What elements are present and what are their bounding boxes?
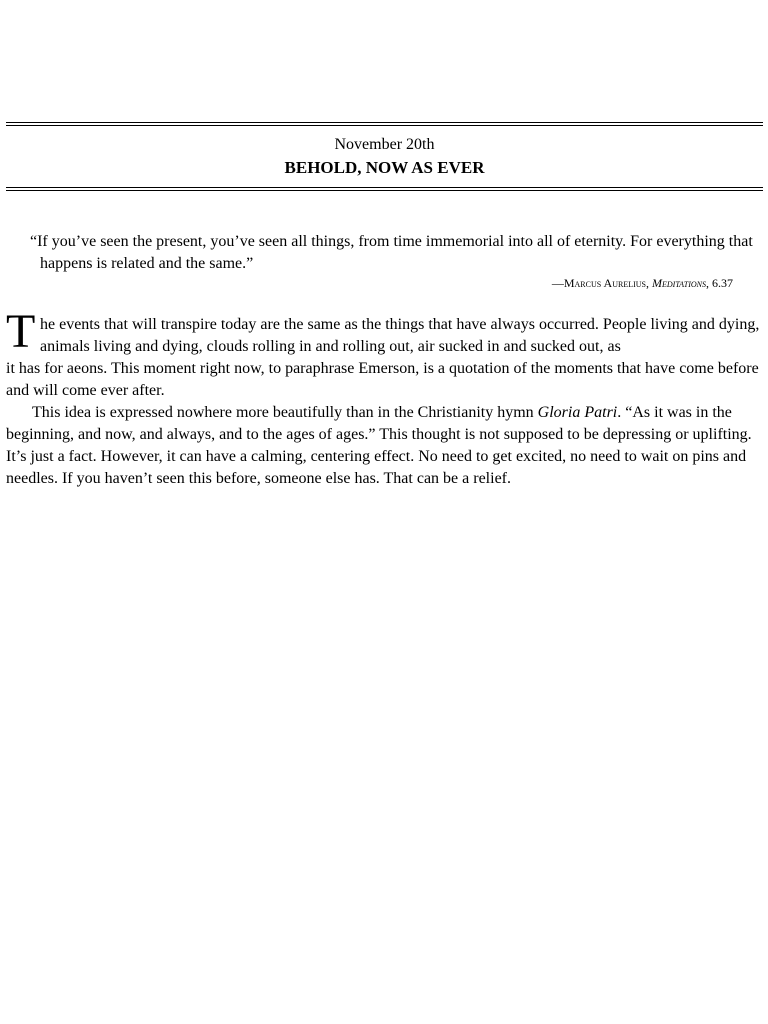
paragraph-2-after: . “As it was in the beginning, and now, and always, and to the ages of ages.” This thought is not supposed to be depressing or uplifting. It’s just a fact. However, it can have a calming, centering effect. No need to get excited, no need to wait on pins and needles. If you haven’t seen this before, someone else has. That can be a relief. xyxy=(6,404,752,487)
body-text xyxy=(6,305,763,490)
attribution-reference: , 6.37 xyxy=(706,276,733,290)
bottom-double-rule xyxy=(6,187,763,191)
drop-cap-letter: T xyxy=(6,305,36,358)
dropcap-lines xyxy=(6,305,763,358)
epigraph-attribution xyxy=(552,276,733,290)
epigraph-quote: “If you’ve seen the present, you’ve seen all things, from time immemorial into all of eternity. For everything that happens is related and the same.” xyxy=(30,233,753,272)
attribution-work: Meditations xyxy=(652,276,706,290)
hymn-title: Gloria Patri xyxy=(537,404,618,421)
top-double-rule xyxy=(6,122,763,126)
paragraph-1 xyxy=(6,305,763,402)
attribution-author: Marcus Aurelius xyxy=(563,276,646,290)
paragraph-1-rest: it has for aeons. This moment right now, to paraphrase Emerson, is a quotation of the moments that have come before and will come ever after. xyxy=(6,360,759,399)
paragraph-2 xyxy=(6,402,763,490)
paragraph-2-before: This idea is expressed nowhere more beautifully than in the Christianity hymn xyxy=(32,404,538,421)
attribution-dash: — xyxy=(551,276,564,290)
paragraph-1-opening: he events that will transpire today are the same as the things that have always occurred. People living and dying, animals living and dying, clouds rolling in and rolling out, air sucked in and sucked out, as xyxy=(40,316,760,355)
entry-title: BEHOLD, NOW AS EVER xyxy=(284,158,485,177)
entry-date: November 20th xyxy=(334,136,435,153)
attribution-separator: , xyxy=(646,276,652,290)
